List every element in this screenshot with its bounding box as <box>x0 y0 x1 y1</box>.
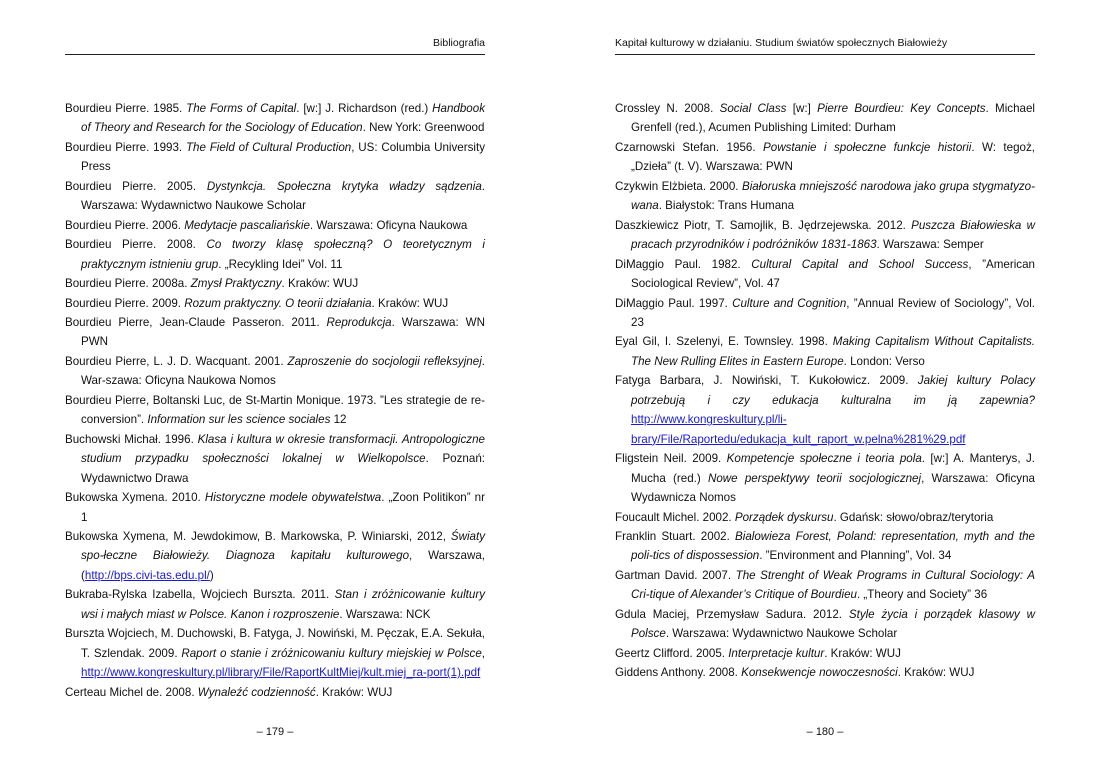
bibliography-entry: DiMaggio Paul. 1997. Culture and Cognition, ”Annual Review of Sociology”, Vol. 23 <box>615 296 1035 329</box>
bibliography-entry: Fatyga Barbara, J. Nowiński, T. Kukołowicz. 2009. Jakiej kultury Polacy potrzebują i czy edukacja kulturalna im ją zapewnia? http://www.kongreskultury.pl/li-brary/File/Raportedu/edukacja_kult_raport_w.pelna%281%29.pdf <box>615 374 1035 446</box>
bibliography-entry: Fligstein Neil. 2009. Kompetencje społeczne i teoria pola. [w:] A. Manterys, J. Mucha (red.) Nowe perspektywy teorii socjologicznej, Warszawa: Oficyna Wydawnicza Nomos <box>615 452 1036 505</box>
bibliography-entry: Bourdieu Pierre. 2005. Dystynkcja. Społeczna krytyka władzy sądzenia. Warszawa: Wydawnictwo Naukowe Scholar <box>65 179 485 213</box>
bibliography-entry: Daszkiewicz Piotr, T. Samojlik, B. Jędrzejewska. 2012. Puszcza Białowieska w pracach przyrodników i podróżników 1831-1863. Warszawa: Semper <box>615 218 1035 252</box>
bibliography-entry: Czarnowski Stefan. 1956. Powstanie i społeczne funkcje historii. W: tegoż, „Dzieła” (t. V). Warszawa: PWN <box>615 140 1035 174</box>
bibliography-entry: Foucault Michel. 2002. Porządek dyskursu. Gdańsk: słowo/obraz/terytoria <box>615 510 994 524</box>
bibliography-entry: Bourdieu Pierre. 1985. The Forms of Capital. [w:] J. Richardson (red.) Handbook of Theory and Research for the Sociology of Education. New York: Greenwood <box>65 102 485 135</box>
bibliography-entry: Franklin Stuart. 2002. Bialowieza Forest, Poland: representation, myth and the poli-tics of dispossession. ”Environment and Planning”, Vol. 34 <box>615 529 1035 563</box>
bibliography-entry: Bourdieu Pierre. 2009. Rozum praktyczny. O teorii działania. Kraków: WUJ <box>65 296 449 310</box>
bibliography-entry: Certeau Michel de. 2008. Wynaleźć codzienność. Kraków: WUJ <box>65 685 393 699</box>
bibliography-entry: Buchowski Michał. 1996. Klasa i kultura w okresie transformacji. Antropologiczne studium przypadku społeczności lokalnej w Wielkopolsce. Poznań: Wydawnictwo Drawa <box>65 432 485 485</box>
reference-link[interactable]: http://www.kongreskultury.pl/li-brary/File/Raportedu/edukacja_kult_raport_w.pelna%281%29.pdf <box>631 413 966 446</box>
bibliography-entry: Bourdieu Pierre. 2006. Medytacje pascaliańskie. Warszawa: Oficyna Naukowa <box>65 218 468 232</box>
bibliography-list-right <box>615 99 1035 683</box>
bibliography-entry: Gdula Maciej, Przemysław Sadura. 2012. Style życia i porządek klasowy w Polsce. Warszawa: Wydawnictwo Naukowe Scholar <box>615 607 1036 641</box>
bibliography-entry: Gartman David. 2007. The Strenght of Weak Programs in Cultural Sociology: A Cri-tique of Alexander’s Critique of Bourdieu. „Theory and Society” 36 <box>615 568 1035 602</box>
page-number-right: – 180 – <box>806 726 844 738</box>
running-header-right: Kapitał kulturowy w działaniu. Studium światów społecznych Białowieży <box>615 36 1035 55</box>
bibliography-entry: Czykwin Elżbieta. 2000. Białoruska mniejszość narodowa jako grupa stygmatyzo-wana. Białystok: Trans Humana <box>615 179 1035 213</box>
bibliography-entry: Bourdieu Pierre, Jean-Claude Passeron. 2011. Reprodukcja. Warszawa: WN PWN <box>65 315 485 349</box>
bibliography-entry: Bourdieu Pierre. 2008. Co tworzy klasę społeczną? O teoretycznym i praktycznym istnieniu grup. „Recykling Idei” Vol. 11 <box>65 238 486 271</box>
right-page <box>615 0 1035 776</box>
bibliography-entry: Bourdieu Pierre, L. J. D. Wacquant. 2001. Zaproszenie do socjologii refleksyjnej. War-szawa: Oficyna Naukowa Nomos <box>65 354 486 388</box>
bibliography-entry: Geertz Clifford. 2005. Interpretacje kultur. Kraków: WUJ <box>615 646 901 660</box>
bibliography-entry: Burszta Wojciech, M. Duchowski, B. Fatyga, J. Nowiński, M. Pęczak, E.A. Sekuła, T. Szlendak. 2009. Raport o stanie i zróżnicowaniu kultury miejskiej w Polsce, http://www.kongreskultury.pl/library/File/RaportKultMiej/kult.miej_ra-port(1).pdf <box>65 627 486 680</box>
left-page <box>65 0 485 776</box>
bibliography-entry: Bukraba-Rylska Izabella, Wojciech Burszta. 2011. Stan i zróżnicowanie kultury wsi i małych miast w Polsce. Kanon i rozproszenie. Warszawa: NCK <box>65 588 485 621</box>
bibliography-list-left <box>65 99 485 702</box>
bibliography-entry: Crossley N. 2008. Social Class [w:] Pierre Bourdieu: Key Concepts. Michael Grenfell (red.), Acumen Publishing Limited: Durham <box>615 102 1035 135</box>
bibliography-entry: Bukowska Xymena, M. Jewdokimow, B. Markowska, P. Winiarski, 2012, Światy spo-łeczne Białowieży. Diagnoza kapitału kulturowego, Warszawa, (http://bps.civi-tas.edu.pl/) <box>65 529 485 582</box>
bibliography-entry: Bukowska Xymena. 2010. Historyczne modele obywatelstwa. „Zoon Politikon” nr 1 <box>65 491 485 524</box>
reference-link[interactable]: http://bps.civi-tas.edu.pl/ <box>84 568 210 582</box>
running-header-left: Bibliografia <box>65 36 485 55</box>
page-number-left: – 179 – <box>256 726 294 738</box>
bibliography-entry: DiMaggio Paul. 1982. Cultural Capital and School Success, ”American Sociological Review”, Vol. 47 <box>615 257 1036 291</box>
bibliography-entry: Bourdieu Pierre. 1993. The Field of Cultural Production, US: Columbia University Press <box>65 140 486 174</box>
bibliography-entry: Bourdieu Pierre, Boltanski Luc, de St-Martin Monique. 1973. ”Les strategie de re-conversion”. Information sur les science sociales 12 <box>65 393 485 427</box>
bibliography-entry: Eyal Gil, I. Szelenyi, E. Townsley. 1998. Making Capitalism Without Capitalists. The New Rulling Elites in Eastern Europe. London: Verso <box>615 335 1036 368</box>
reference-link[interactable]: http://www.kongreskultury.pl/library/File/RaportKultMiej/kult.miej_ra-port(1).pdf <box>81 666 481 680</box>
bibliography-entry: Giddens Anthony. 2008. Konsekwencje nowoczesności. Kraków: WUJ <box>615 666 975 680</box>
bibliography-entry: Bourdieu Pierre. 2008a. Zmysł Praktyczny. Kraków: WUJ <box>65 277 359 291</box>
